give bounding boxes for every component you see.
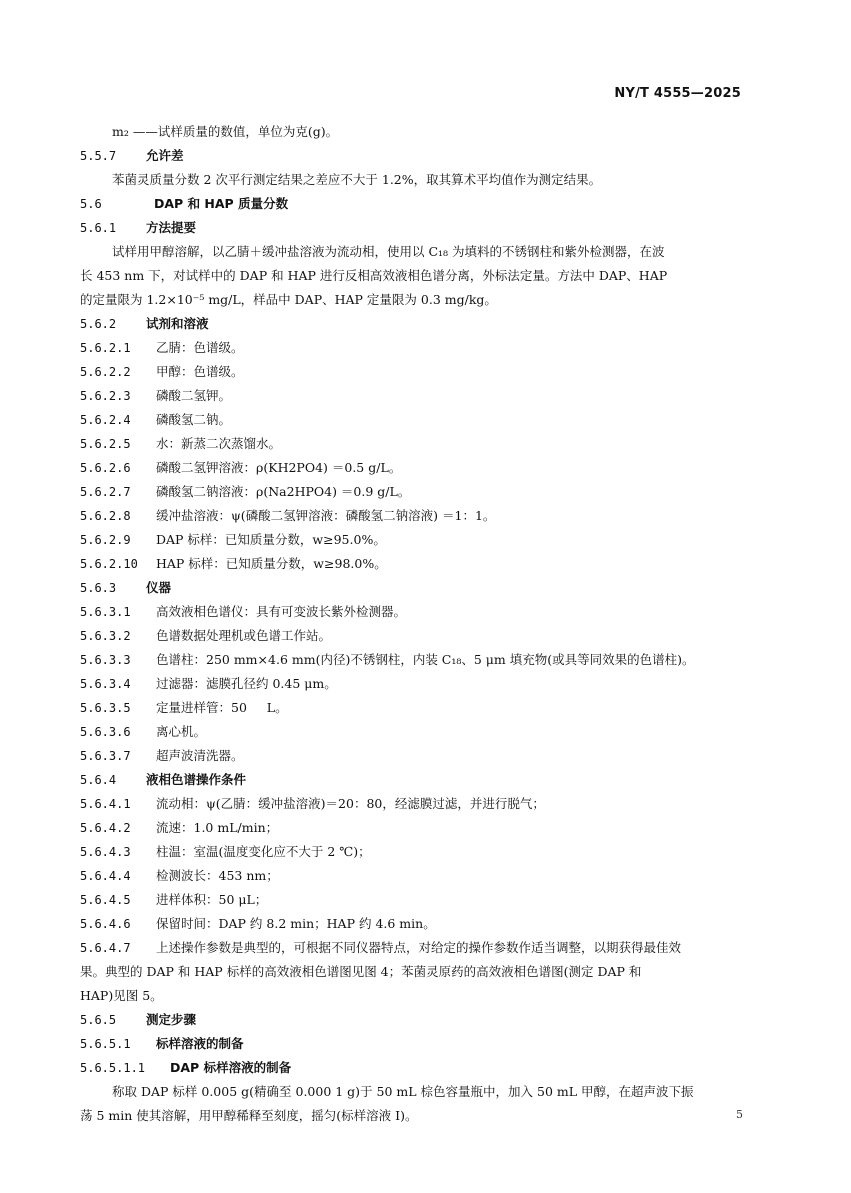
item-number: 5.6.3.5 xyxy=(80,701,131,715)
section-number: 5.6.1 xyxy=(80,221,117,235)
section-title: 测定步骤 xyxy=(146,1012,197,1027)
section-5-6-1 xyxy=(80,216,742,240)
variable-definition: m₂ ——试样质量的数值，单位为克(g)。 xyxy=(112,124,339,139)
item-text: 缓冲盐溶液：ψ(磷酸二氢钾溶液：磷酸氢二钠溶液) ＝1：1。 xyxy=(156,508,496,523)
section-5-6-2 xyxy=(80,312,742,336)
item-number: 5.6.2.3 xyxy=(80,389,131,403)
list-item xyxy=(80,528,742,552)
list-item xyxy=(80,744,742,768)
paragraph-line: 试样用甲醇溶解，以乙腈＋缓冲盐溶液为流动相，使用以 C₁₈ 为填料的不锈钢柱和紫外检测器，在波 xyxy=(112,244,665,259)
item-text: 甲醇：色谱级。 xyxy=(156,364,244,379)
item-number: 5.6.3.4 xyxy=(80,677,131,691)
item-number: 5.6.2.8 xyxy=(80,509,131,523)
section-number: 5.6.5.1.1 xyxy=(80,1061,146,1075)
item-text: 超声波清洗器。 xyxy=(156,748,244,763)
item-text: 磷酸二氢钾。 xyxy=(156,388,232,403)
item-text: DAP 标样：已知质量分数，w≥95.0%。 xyxy=(156,532,386,547)
section-number: 5.6 xyxy=(80,197,102,211)
section-title: 仪器 xyxy=(146,580,172,595)
item-text: 乙腈：色谱级。 xyxy=(156,340,244,355)
item-number: 5.6.2.9 xyxy=(80,533,131,547)
list-item xyxy=(80,480,742,504)
section-title: DAP 和 HAP 质量分数 xyxy=(154,196,289,211)
section-title: 允许差 xyxy=(146,148,184,163)
list-item xyxy=(80,840,742,864)
list-item xyxy=(80,912,742,936)
list-item xyxy=(80,360,742,384)
paragraph-line: 称取 DAP 标样 0.005 g(精确至 0.000 1 g)于 50 mL 棕色容量瓶中，加入 50 mL 甲醇，在超声波下振 xyxy=(112,1084,694,1099)
item-number: 5.6.3.1 xyxy=(80,605,131,619)
item-text: 水：新蒸二次蒸馏水。 xyxy=(156,436,282,451)
paragraph-line: 长 453 nm 下，对试样中的 DAP 和 HAP 进行反相高效液相色谱分离，外标法定量。方法中 DAP、HAP xyxy=(80,268,668,283)
item-number: 5.6.3.7 xyxy=(80,749,131,763)
section-5-5-7 xyxy=(80,144,742,168)
item-number: 5.6.4.3 xyxy=(80,845,131,859)
section-number: 5.6.3 xyxy=(80,581,117,595)
item-text: 色谱数据处理机或色谱工作站。 xyxy=(156,628,332,643)
item-text: 离心机。 xyxy=(156,724,207,739)
paragraph-line: 果。典型的 DAP 和 HAP 标样的高效液相色谱图见图 4；苯菌灵原药的高效液相色谱图(测定 DAP 和 xyxy=(80,964,642,979)
list-item xyxy=(80,648,742,672)
item-text: 流速：1.0 mL/min； xyxy=(156,820,279,835)
section-number: 5.6.4 xyxy=(80,773,117,787)
item-number: 5.6.2.4 xyxy=(80,413,131,427)
list-item xyxy=(80,456,742,480)
list-item xyxy=(80,936,742,960)
item-number: 5.6.2.2 xyxy=(80,365,131,379)
list-item xyxy=(80,384,742,408)
list-item xyxy=(80,696,742,720)
item-text: 上述操作参数是典型的，可根据不同仪器特点，对给定的操作参数作适当调整，以期获得最佳效 xyxy=(156,940,682,955)
item-number: 5.6.4.7 xyxy=(80,941,131,955)
page-body xyxy=(80,120,742,1128)
item-number: 5.6.2.7 xyxy=(80,485,131,499)
paragraph-line: 荡 5 min 使其溶解，用甲醇稀释至刻度，摇匀(标样溶液 Ⅰ)。 xyxy=(80,1108,418,1123)
item-text: 保留时间：DAP 约 8.2 min；HAP 约 4.6 min。 xyxy=(156,916,436,931)
item-text: 磷酸氢二钠溶液：ρ(Na2HPO4) ＝0.9 g/L。 xyxy=(156,484,411,499)
list-item xyxy=(80,600,742,624)
section-number: 5.6.5 xyxy=(80,1013,117,1027)
item-number: 5.6.4.2 xyxy=(80,821,131,835)
section-5-6-5 xyxy=(80,1008,742,1032)
item-text: 高效液相色谱仪：具有可变波长紫外检测器。 xyxy=(156,604,407,619)
item-text: 柱温：室温(温度变化应不大于 2 ℃)； xyxy=(156,844,371,859)
list-item xyxy=(80,432,742,456)
item-text: 定量进样管：50 L。 xyxy=(156,700,288,715)
section-5-6-4 xyxy=(80,768,742,792)
paragraph: 苯菌灵质量分数 2 次平行测定结果之差应不大于 1.2%，取其算术平均值作为测定结果。 xyxy=(112,172,602,187)
item-text: 磷酸氢二钠。 xyxy=(156,412,232,427)
list-item xyxy=(80,504,742,528)
list-item xyxy=(80,408,742,432)
item-number: 5.6.3.2 xyxy=(80,629,131,643)
item-text: 检测波长：453 nm； xyxy=(156,868,279,883)
section-title: 液相色谱操作条件 xyxy=(146,772,247,787)
item-text: 进样体积：50 μL； xyxy=(156,892,268,907)
list-item xyxy=(80,552,742,576)
paragraph-line: 的定量限为 1.2×10⁻⁵ mg/L，样品中 DAP、HAP 定量限为 0.3 mg/kg。 xyxy=(80,292,497,307)
section-title: 试剂和溶液 xyxy=(146,316,209,331)
paragraph-line: HAP)见图 5。 xyxy=(80,988,163,1003)
list-item xyxy=(80,624,742,648)
item-number: 5.6.3.3 xyxy=(80,653,131,667)
item-number: 5.6.2.1 xyxy=(80,341,131,355)
section-5-6 xyxy=(80,192,742,216)
item-text: 色谱柱：250 mm×4.6 mm(内径)不锈钢柱，内装 C₁₈、5 μm 填充物(或具等同效果的色谱柱)。 xyxy=(156,652,695,667)
section-5-6-3 xyxy=(80,576,742,600)
section-title: 标样溶液的制备 xyxy=(156,1036,244,1051)
list-item xyxy=(80,336,742,360)
item-text: 磷酸二氢钾溶液：ρ(KH2PO4) ＝0.5 g/L。 xyxy=(156,460,402,475)
item-text: 过滤器：滤膜孔径约 0.45 μm。 xyxy=(156,676,337,691)
list-item xyxy=(80,888,742,912)
section-number: 5.6.5.1 xyxy=(80,1037,131,1051)
list-item xyxy=(80,792,742,816)
list-item xyxy=(80,864,742,888)
section-title: DAP 标样溶液的制备 xyxy=(170,1060,292,1075)
item-number: 5.6.2.10 xyxy=(80,557,138,571)
item-number: 5.6.4.6 xyxy=(80,917,131,931)
section-number: 5.6.2 xyxy=(80,317,117,331)
item-number: 5.6.2.6 xyxy=(80,461,131,475)
list-item xyxy=(80,816,742,840)
item-text: HAP 标样：已知质量分数，w≥98.0%。 xyxy=(156,556,387,571)
item-number: 5.6.3.6 xyxy=(80,725,131,739)
section-5-6-5-1-1 xyxy=(80,1056,742,1080)
section-5-6-5-1 xyxy=(80,1032,742,1056)
page-number: 5 xyxy=(736,1108,743,1121)
item-number: 5.6.4.5 xyxy=(80,893,131,907)
item-number: 5.6.2.5 xyxy=(80,437,131,451)
document-code: NY/T 4555—2025 xyxy=(614,86,741,101)
item-number: 5.6.4.1 xyxy=(80,797,131,811)
section-title: 方法提要 xyxy=(146,220,197,235)
list-item xyxy=(80,720,742,744)
item-number: 5.6.4.4 xyxy=(80,869,131,883)
item-text: 流动相：ψ(乙腈：缓冲盐溶液)＝20：80，经滤膜过滤，并进行脱气； xyxy=(156,796,545,811)
section-number: 5.5.7 xyxy=(80,149,117,163)
list-item xyxy=(80,672,742,696)
